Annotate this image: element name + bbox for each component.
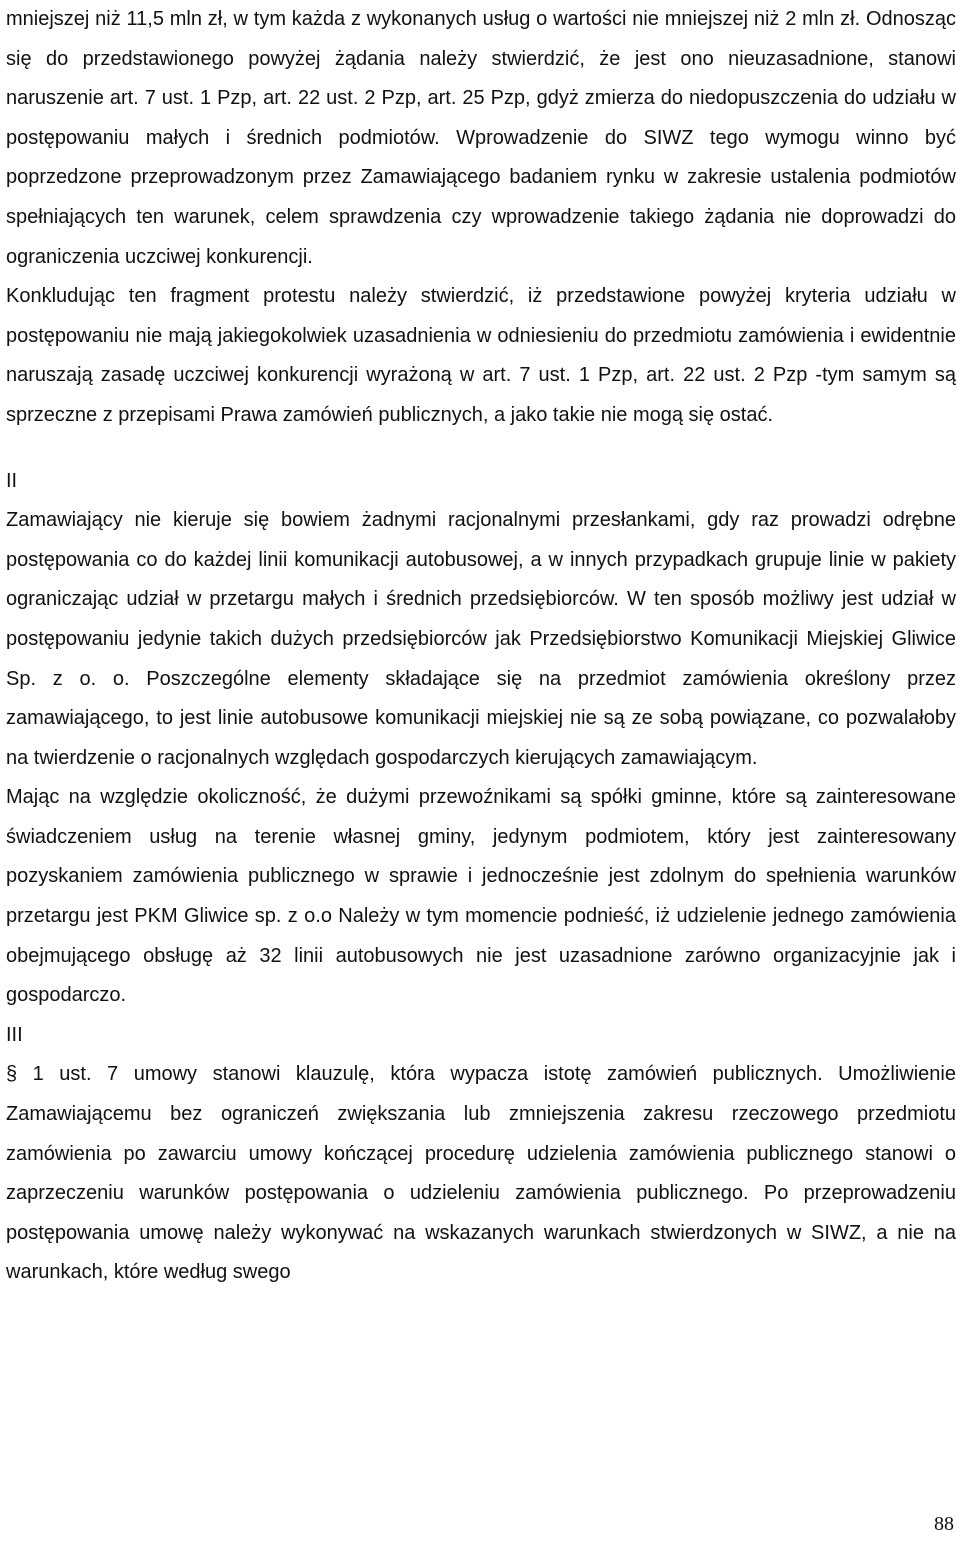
paragraph-4: Mając na względzie okoliczność, że dużymi przewoźnikami są spółki gminne, które są zainteresowane świadczeniem usług na terenie własnej gminy, jedynym podmiotem, który jest zainteresowany pozyskaniem zamówienia publicznego w sprawie i jednocześnie jest zdolnym do spełnienia warunków przetargu jest PKM Gliwice sp. z o.o Należy w tym momencie podnieść, iż udzielenie jednego zamówienia obejmującego obsługę aż 32 linii autobusowych nie jest uzasadnione zarówno organizacyjnie jak i gospodarczo. [6,786,956,1007]
page-number: 88 [934,1513,954,1535]
paragraph-1: mniejszej niż 11,5 mln zł, w tym każda z wykonanych usług o wartości nie mniejszej niż 2 mln zł. Odnosząc się do przedstawionego powyżej żądania należy stwierdzić, że jest ono nieuzasadnione, stanowi naruszenie art. 7 ust. 1 Pzp, art. 22 ust. 2 Pzp, art. 25 Pzp, gdyż zmierza do niedopuszczenia do udziału w postępowaniu małych i średnich podmiotów. Wprowadzenie do SIWZ tego wymogu winno być poprzedzone przeprowadzonym przez Zamawiającego badaniem rynku w zakresie ustalenia podmiotów spełniających ten warunek, celem sprawdzenia czy wprowadzenie takiego żądania nie doprowadzi do ograniczenia uczciwej konkurencji. [6,8,956,268]
section-heading-ii: II [6,469,18,492]
paragraph-2: Konkludując ten fragment protestu należy stwierdzić, iż przedstawione powyżej kryteria udziału w postępowaniu nie mają jakiegokolwiek uzasadnienia w odniesieniu do przedmiotu zamówienia i ewidentnie naruszają zasadę uczciwej konkurencji wyrażoną w art. 7 ust. 1 Pzp, art. 22 ust. 2 Pzp -tym samym są sprzeczne z przepisami Prawa zamówień publicznych, a jako takie nie mogą się ostać. [6,285,956,426]
spacer [6,436,956,462]
section-heading-iii: III [6,1023,23,1046]
document-page [6,0,956,1293]
paragraph-3: Zamawiający nie kieruje się bowiem żadnymi racjonalnymi przesłankami, gdy raz prowadzi odrębne postępowania co do każdej linii komunikacji autobusowej, a w innych przypadkach grupuje linie w pakiety ograniczając udział w przetargu małych i średnich przedsiębiorców. W ten sposób możliwy jest udział w postępowaniu jedynie takich dużych przedsiębiorców jak Przedsiębiorstwo Komunikacji Miejskiej Gliwice Sp. z o. o. Poszczególne elementy składające się na przedmiot zamówienia określony przez zamawiającego, to jest linie autobusowe komunikacji miejskiej nie są ze sobą powiązane, co pozwalałoby na twierdzenie o racjonalnych względach gospodarczych kierujących zamawiającym. [6,509,956,769]
paragraph-5: § 1 ust. 7 umowy stanowi klauzulę, która wypacza istotę zamówień publicznych. Umożliwienie Zamawiającemu bez ograniczeń zwiększania lub zmniejszenia zakresu rzeczowego przedmiotu zamówienia po zawarciu umowy kończącej procedurę udzielenia zamówienia publicznego stanowi o zaprzeczeniu warunków postępowania o udzieleniu zamówienia publicznego. Po przeprowadzeniu postępowania umowę należy wykonywać na wskazanych warunkach stwierdzonych w SIWZ, a nie na warunkach, które według swego [6,1063,956,1284]
